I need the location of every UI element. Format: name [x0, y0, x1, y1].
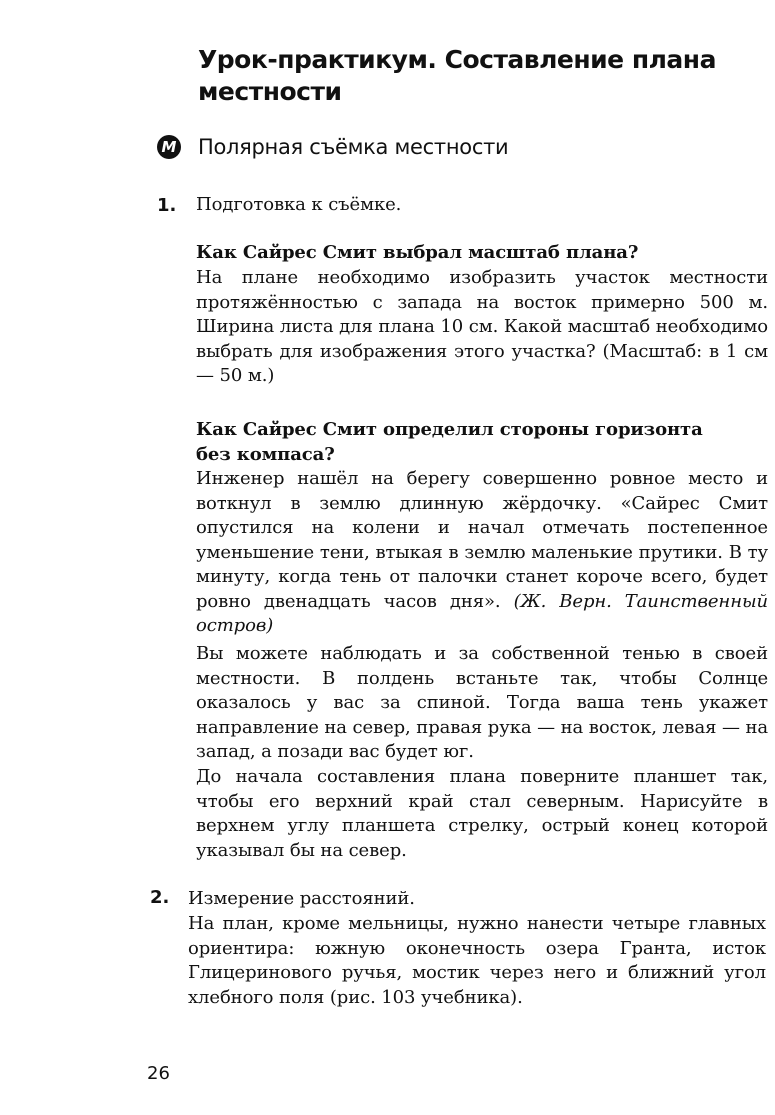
item-1-title: Подготовка к съёмке. [196, 194, 402, 215]
question-2-quote-paragraph [196, 467, 768, 639]
method-badge-icon: М [157, 135, 181, 159]
item-2-number: 2. [150, 887, 170, 908]
question-2: Как Сайрес Смит определил стороны горизонта без компаса? [196, 419, 703, 465]
item-2-title: Измерение расстояний. [188, 888, 415, 909]
section-heading: Полярная съёмка местности [198, 135, 509, 159]
question-2-quote: Инженер нашёл на берегу совершенно ровное место и воткнул в землю длинную жёрдочку. «Сайрес Смит опустился на колени и начал отмечать постепенное уменьшение тени, втыкая в землю маленькие прутики. В ту минуту, когда тень от палочки станет короче всего, будет ровно двенадцать часов дня». [196, 468, 768, 612]
question-1: Как Сайрес Смит выбрал масштаб плана? [196, 242, 639, 263]
question-1-text: На плане необходимо изобразить участок местности протяжённостью с запада на восток примерно 500 м. Ширина листа для плана 10 см. Какой масштаб необходимо выбрать для изображения этого участка? (Масштаб: в 1 см — 50 м.) [196, 267, 768, 386]
question-2-text-2: Вы можете наблюдать и за собственной тенью в своей местности. В полдень встаньте так, чтобы Солнце оказалось у вас за спиной. Тогда ваша тень укажет направление на север, правая рука — на восток, левая — на запад, а позади вас будет юг. [196, 643, 769, 762]
page-number: 26 [147, 1063, 170, 1084]
quote-source: (Ж. Верн. Таинственный остров) [196, 590, 769, 636]
lesson-title: Урок-практикум. Составление плана местности [198, 45, 716, 106]
item-2-text: На план, кроме мельницы, нужно нанести четыре главных ориентира: южную оконечность озера Гранта, исток Глицеринового ручья, мостик через него и ближний угол хлебного поля (рис. 103 учебника). [188, 913, 766, 1008]
item-1-number: 1. [157, 195, 177, 216]
question-2-text-3: До начала составления плана поверните планшет так, чтобы его верхний край стал северным. Нарисуйте в верхнем углу планшета стрелку, острый конец которой указывал бы на север. [196, 766, 768, 861]
